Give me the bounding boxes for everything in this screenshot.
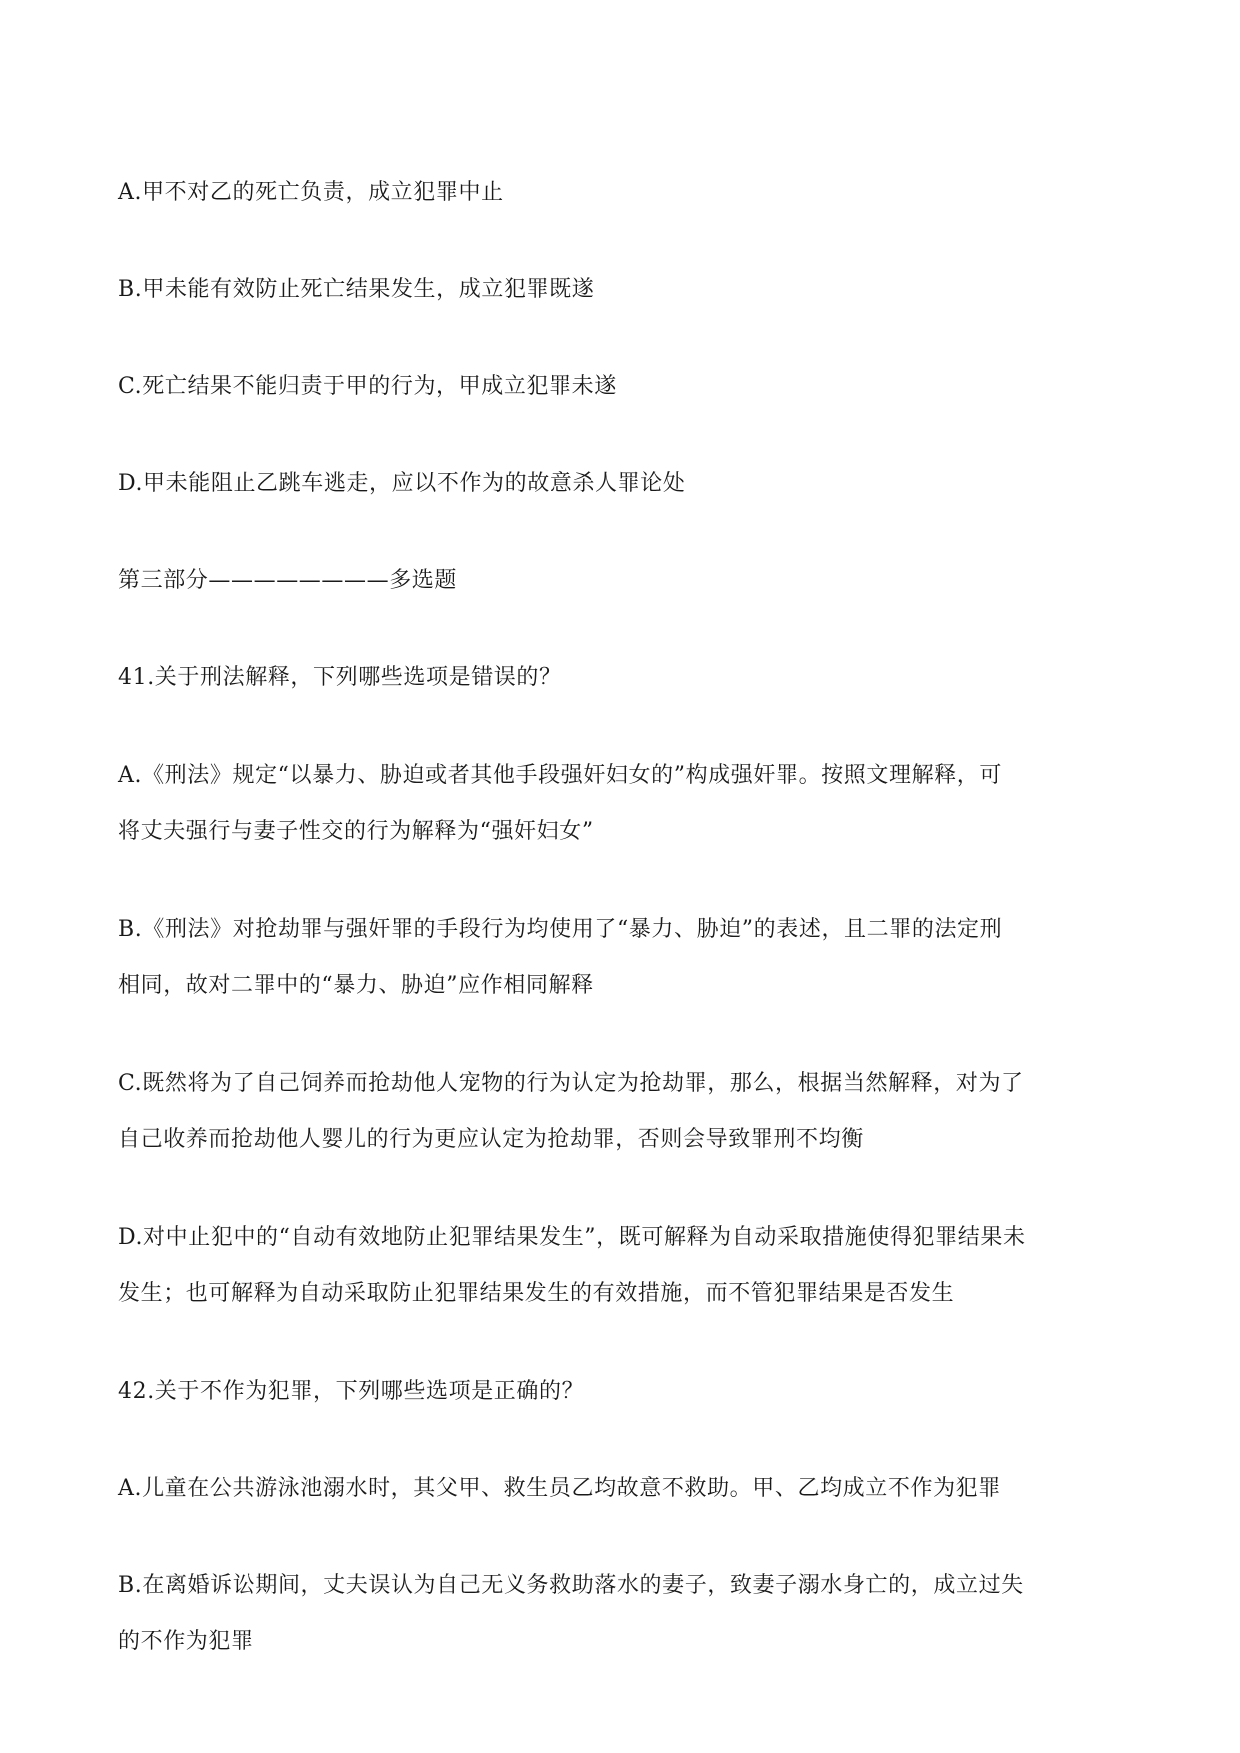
section-heading: 第三部分————————多选题 xyxy=(118,568,458,593)
q41-stem: 41.关于刑法解释，下列哪些选项是错误的？ xyxy=(118,665,562,690)
q41-option-d-line2: 发生；也可解释为自动采取防止犯罪结果发生的有效措施，而不管犯罪结果是否发生 xyxy=(118,1281,955,1306)
q42-option-a: A.儿童在公共游泳池溺水时，其父甲、救生员乙均故意不救助。甲、乙均成立不作为犯罪 xyxy=(118,1476,1001,1501)
q41-option-d-line1: D.对中止犯中的“自动有效地防止犯罪结果发生”，既可解释为自动采取措施使得犯罪结果未 xyxy=(118,1225,1026,1250)
q40-option-a: A.甲不对乙的死亡负责，成立犯罪中止 xyxy=(118,180,504,205)
q40-option-d: D.甲未能阻止乙跳车逃走，应以不作为的故意杀人罪论处 xyxy=(118,471,686,496)
q42-option-b-line1: B.在离婚诉讼期间，丈夫误认为自己无义务救助落水的妻子，致妻子溺水身亡的，成立过失 xyxy=(118,1573,1024,1598)
q41-option-c-line2: 自己收养而抢劫他人婴儿的行为更应认定为抢劫罪，否则会导致罪刑不均衡 xyxy=(118,1127,864,1152)
q41-option-a-line1: A.《刑法》规定“以暴力、胁迫或者其他手段强奸妇女的”构成强奸罪。按照文理解释，可 xyxy=(118,763,1002,788)
q40-option-c: C.死亡结果不能归责于甲的行为，甲成立犯罪未遂 xyxy=(118,374,617,399)
q42-option-b-line2: 的不作为犯罪 xyxy=(118,1629,254,1654)
q41-option-c-line1: C.既然将为了自己饲养而抢劫他人宠物的行为认定为抢劫罪，那么，根据当然解释，对为了 xyxy=(118,1071,1024,1096)
q42-stem: 42.关于不作为犯罪，下列哪些选项是正确的？ xyxy=(118,1379,585,1404)
q41-option-b-line2: 相同，故对二罪中的“暴力、胁迫”应作相同解释 xyxy=(118,973,594,998)
q41-option-b-line1: B.《刑法》对抢劫罪与强奸罪的手段行为均使用了“暴力、胁迫”的表述，且二罪的法定刑 xyxy=(118,917,1003,942)
q41-option-a-line2: 将丈夫强行与妻子性交的行为解释为“强奸妇女” xyxy=(118,819,594,844)
q40-option-b: B.甲未能有效防止死亡结果发生，成立犯罪既遂 xyxy=(118,277,595,302)
